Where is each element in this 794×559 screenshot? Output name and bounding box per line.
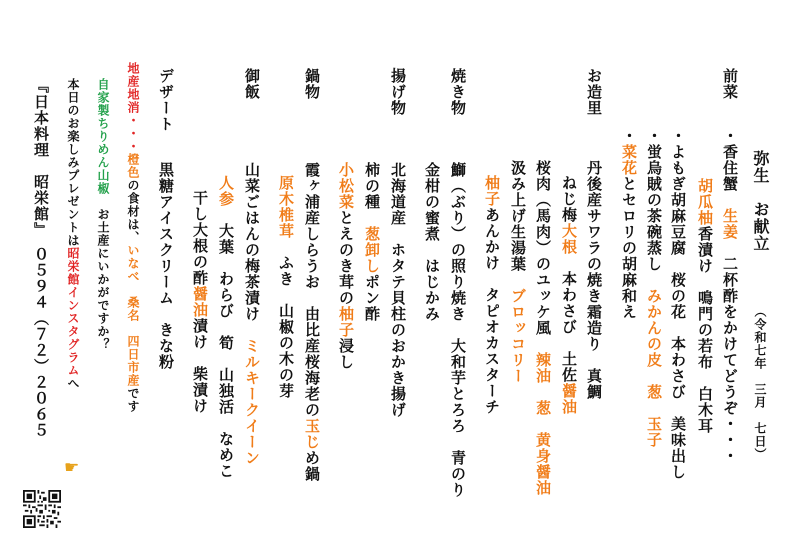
restaurant-footer: 『日本料理 昭栄館』 ０５９４（７２）２０６５	[32, 78, 50, 439]
dessert-line-1: 黒糖アイスクリーム きな粉	[157, 162, 175, 370]
otsukuri-line-4: 汲み上げ生湯葉 ブロッコリー	[509, 160, 527, 384]
yakimono-line-1: 鰤（ぶり）の照り焼き 大和芋とろろ 青のり	[449, 162, 467, 498]
yakimono-line-2: 金柑の蜜煮 はじかみ	[423, 162, 441, 322]
zensai-line-5: ・菜花とセロリの胡麻和え	[620, 128, 638, 320]
present-note: 本日のお楽しみプレゼントは昭栄館インスタグラムへ	[66, 78, 80, 390]
gohan-line-1: 山菜ごはんの梅茶漬け ミルキークイーン	[243, 162, 261, 466]
agemono-line-3: 小松菜とえのき茸の柚子浸し	[337, 162, 355, 370]
section-gohan: 御飯	[243, 68, 261, 100]
agemono-line-2: 柿の種 葱卸しポン酢	[363, 162, 381, 322]
section-zensai: 前菜	[721, 68, 739, 100]
gohan-line-3: 干し大根の酢醤油漬け 柴漬け	[191, 190, 209, 414]
section-dessert: デザート	[157, 68, 175, 132]
menu-title: 弥生 お献立	[751, 150, 770, 252]
section-nabemono: 鍋物	[303, 68, 321, 100]
qr-code-icon[interactable]	[23, 490, 61, 528]
agemono-line-1: 北海道産 ホタテ貝柱のおかき揚げ	[389, 162, 407, 418]
otsukuri-line-1: 丹後産サワラの焼き霜造り 真鯛	[585, 160, 603, 400]
local-note: 地産地消・・・橙色の食材は、いなべ 桑名 四日市産です	[126, 62, 140, 413]
zensai-line-3: ・よもぎ胡麻豆腐 桜の花 本わさび 美味出し	[669, 128, 687, 480]
section-otsukuri: お造里	[585, 68, 603, 116]
zensai-line-2: 胡瓜柚香漬け 鳴門の若布 白木耳	[696, 178, 714, 434]
pointing-hand-icon: ☛	[64, 458, 80, 478]
zensai-line-1: ・香住蟹 生姜 二杯酢をかけてどうぞ・・・	[721, 128, 739, 464]
menu-date: （令和七年 三月 七日）	[753, 305, 767, 461]
nabemono-line-1: 霞ヶ浦産しらうお 由比産桜海老の玉じめ鍋	[303, 162, 321, 482]
nabemono-line-2: 原木椎茸 ふき 山椒の木の芽	[277, 175, 295, 399]
section-yakimono: 焼き物	[449, 68, 467, 116]
souvenir-note: 自家製ちりめん山椒 お土産にいかがですか？	[96, 78, 110, 351]
section-agemono: 揚げ物	[389, 68, 407, 116]
gohan-line-2: 人参 大葉 わらび 筍 山独活 なめこ	[217, 175, 235, 479]
otsukuri-line-5: 柚子あんかけ タピオカスターチ	[483, 175, 501, 415]
otsukuri-line-3: 桜肉（馬肉）のユッケ風 辣油 葱 黄身醤油	[534, 160, 552, 496]
zensai-line-4: ・蛍烏賊の茶碗蒸し みかんの皮 葱 玉子	[645, 128, 663, 448]
otsukuri-line-2: ねじ梅大根 本わさび 土佐醤油	[560, 175, 578, 415]
